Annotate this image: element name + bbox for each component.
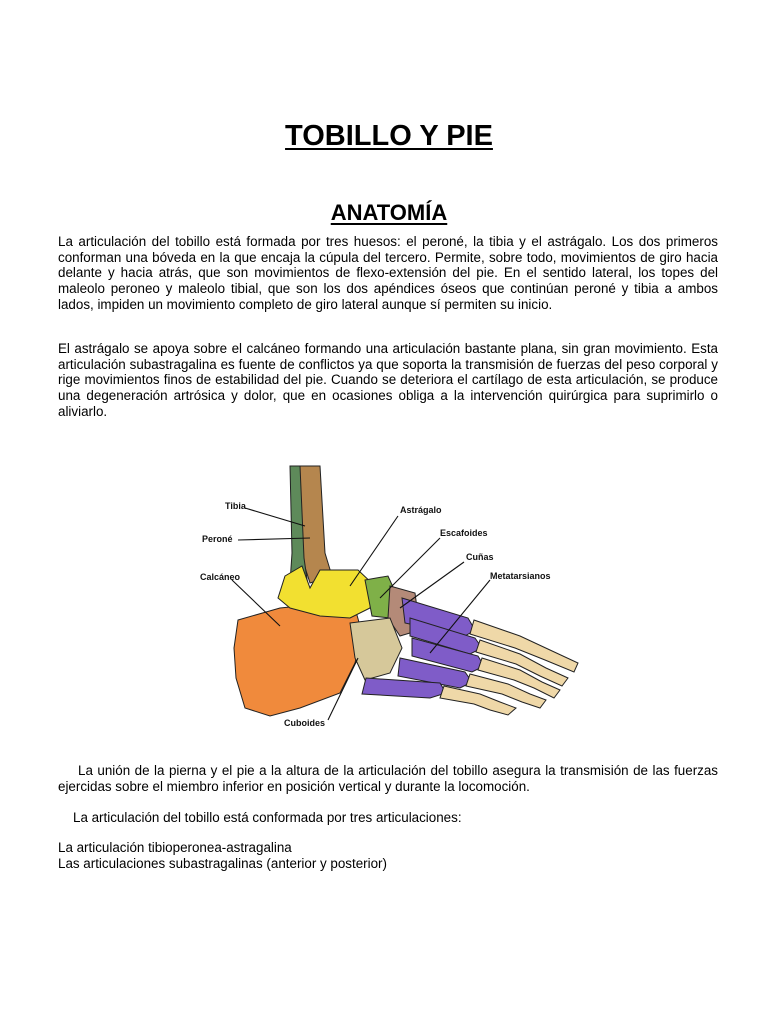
label-calcaneo: Calcáneo [200, 572, 241, 582]
label-escafoides: Escafoides [440, 528, 488, 538]
label-astragalo: Astrágalo [400, 505, 442, 515]
page-title: TOBILLO Y PIE [285, 120, 493, 153]
leader-escafoides [380, 538, 440, 598]
leader-astragalo [350, 516, 398, 586]
section-heading: ANATOMÍA [330, 200, 448, 226]
paragraph-union: La unión de la pierna y el pie a la altura de la articulación del tobillo asegura la transmisión de las fuerzas ejercidas sobre el miembro inferior en posición vertical y durante la locomoción. [58, 763, 718, 794]
list-item: Las articulaciones subastragalinas (anterior y posterior) [58, 856, 387, 871]
calcaneo-bone [234, 603, 362, 716]
label-cunas: Cuñas [466, 552, 494, 562]
label-perone: Peroné [202, 534, 233, 544]
list-item: La articulación tibioperonea-astragalina [58, 840, 292, 855]
label-tibia: Tibia [225, 501, 246, 511]
paragraph-astragalus: El astrágalo se apoya sobre el calcáneo formando una articulación bastante plana, sin gran movimiento. Esta articulación subastragalina es fuente de conflictos ya que soporta la transmisión de fuerzas del peso corporal y rige movimientos finos de estabilidad del pie. Cuando se deteriora el cartílago de esta articulación, se produce una degeneración artrósica y dolor, que en ocasiones obliga a la intervención quirúrgica para suprimirlo o aliviarlo. [58, 341, 718, 419]
paragraph-joints-intro: La articulación del tobillo está conformada por tres articulaciones: [73, 810, 462, 825]
paragraph-ankle-joint: La articulación del tobillo está formada por tres huesos: el peroné, la tibia y el astrágalo. Los dos primeros conforman una bóveda en la que encaja la cúpula del tercero. Permite, sobre todo, movimientos de giro hacia delante y hacia atrás, que son movimientos de flexo-extensión del pie. En el sentido lateral, los topes del maleolo peroneo y maleolo tibial, que son los dos apéndices óseos que continúan peroné y tibia a ambos lados, impiden un movimiento completo de giro lateral aunque sí permiten su inicio. [58, 234, 718, 312]
label-metatarsianos: Metatarsianos [490, 571, 551, 581]
cuboides-bone [350, 618, 402, 680]
foot-diagram [190, 458, 590, 738]
label-cuboides: Cuboides [284, 718, 326, 728]
foot-anatomy-figure [190, 458, 590, 738]
